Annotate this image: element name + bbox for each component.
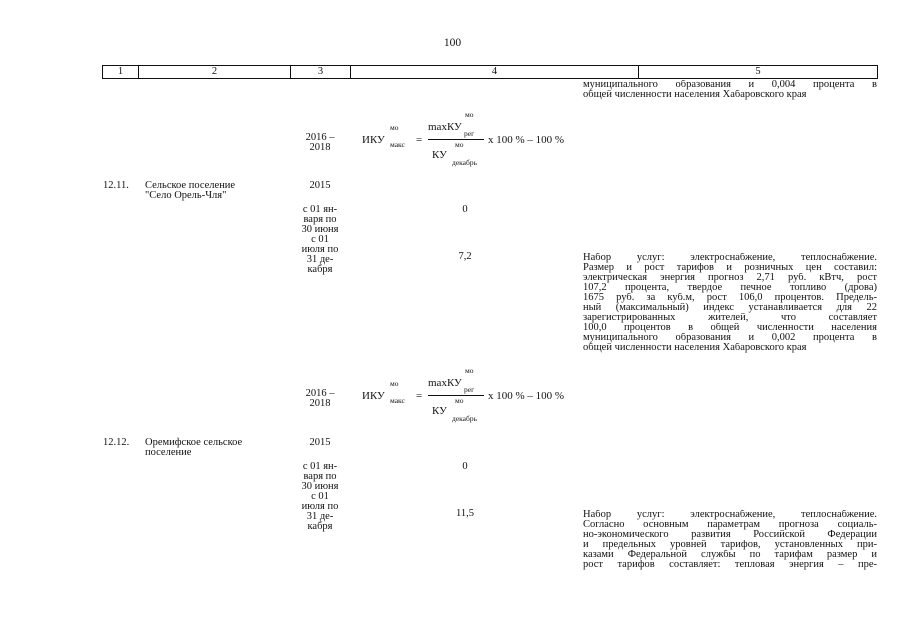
text-line: 107,2 процента, твердое печное топливо (дрова): [583, 283, 877, 293]
formula-reg-subscript: рег: [464, 129, 475, 138]
period-2016-2018: [290, 389, 350, 409]
row-year: 2015: [309, 437, 331, 448]
period-line: кабря: [307, 521, 333, 532]
continuation-text: [583, 80, 877, 100]
table-header-row: [102, 65, 878, 79]
row-period-1: [290, 462, 350, 492]
row-name-line: поселение: [145, 447, 192, 458]
period-line: 30 июня: [301, 481, 339, 492]
row-number: 12.11.: [103, 180, 129, 191]
text-line: муниципального образования и 0,002 процента в: [583, 333, 877, 343]
text-line: Размер и рост тарифов и розничных цен составил:: [583, 263, 877, 273]
formula-mo-superscript: мо: [455, 140, 464, 149]
row-description: [583, 253, 877, 353]
text-line: и предельных уровней тарифов, установленных при-: [583, 540, 877, 550]
row-value-1: 0: [462, 461, 468, 472]
formula-tail: х 100 % – 100 %: [488, 390, 565, 402]
period-line: 30 июня: [301, 224, 339, 235]
text-line: общей численности населения Хабаровского края: [583, 343, 807, 353]
period-line: с 01: [311, 491, 329, 502]
row-name: [145, 181, 235, 201]
period-line: варя по: [303, 214, 337, 225]
iku-formula: [360, 366, 590, 426]
header-col-3: 3: [291, 66, 351, 78]
period-line: варя по: [303, 471, 337, 482]
row-period-2: [290, 235, 350, 275]
row-value-1: 0: [462, 204, 468, 215]
period-line: с 01: [311, 234, 329, 245]
formula-iku: ИКУ: [362, 390, 385, 402]
text-line: зарегистрированных жителей, что составляет: [583, 313, 877, 323]
text-line: казами Федеральной службы по тарифам размер и: [583, 550, 877, 560]
period-line: 31 де-: [306, 511, 334, 522]
header-col-1: 1: [103, 66, 139, 78]
text-line: Набор услуг: электроснабжение, теплоснабжение.: [583, 253, 877, 263]
formula-mo-superscript: мо: [465, 110, 474, 119]
formula-mo-superscript: мо: [390, 379, 399, 388]
text-line: Набор услуг: электроснабжение, теплоснабжение.: [583, 510, 877, 520]
period-line: июля по: [301, 244, 339, 255]
formula-reg-subscript: рег: [464, 385, 475, 394]
period-line: 2016 –: [305, 132, 335, 143]
row-name-line: Сельское поселение: [145, 180, 236, 191]
formula-tail: х 100 % – 100 %: [488, 134, 565, 146]
text-line: но-экономического развития Российской Федерации: [583, 530, 877, 540]
formula-equals: =: [416, 134, 423, 146]
period-line: 2018: [309, 142, 331, 153]
row-period-1: [290, 205, 350, 235]
row-description: [583, 510, 877, 570]
formula-ku: КУ: [432, 405, 447, 417]
row-year: 2015: [309, 180, 331, 191]
row-value-2: 11,5: [456, 508, 474, 519]
formula-maks-subscript: макс: [390, 396, 405, 405]
row-name: [145, 438, 242, 458]
text-line: электрическая энергия прогноз 2,71 руб. кВтч, рост: [583, 273, 877, 283]
row-name-line: Оремифское сельское: [145, 437, 243, 448]
formula-max-ku: maxКУ: [428, 377, 462, 389]
row-value-2: 7,2: [458, 251, 472, 262]
text-line: ный (максимальный) индекс устанавливается для 22: [583, 303, 877, 313]
text-line: муниципального образования и 0,004 процента в: [583, 80, 877, 90]
period-line: 31 де-: [306, 254, 334, 265]
period-line: с 01 ян-: [302, 204, 338, 215]
iku-formula: [360, 110, 590, 170]
header-col-4: 4: [351, 66, 639, 78]
formula-mo-superscript: мо: [390, 123, 399, 132]
formula-iku: ИКУ: [362, 134, 385, 146]
period-line: кабря: [307, 264, 333, 275]
text-line: рост тарифов составляет: тепловая энергия – пре-: [583, 560, 877, 570]
text-line: Согласно основным параметрам прогноза социаль-: [583, 520, 877, 530]
formula-max-ku: maxКУ: [428, 121, 462, 133]
period-2016-2018: [290, 133, 350, 153]
row-period-2: [290, 492, 350, 532]
row-number: 12.12.: [103, 437, 130, 448]
period-line: июля по: [301, 501, 339, 512]
period-line: 2016 –: [305, 388, 335, 399]
page-number: 100: [443, 37, 462, 49]
text-line: общей численности населения Хабаровского края: [583, 90, 807, 100]
row-name-line: "Село Орель-Чля": [145, 190, 227, 201]
header-col-2: 2: [139, 66, 291, 78]
period-line: 2018: [309, 398, 331, 409]
header-col-5: 5: [755, 66, 761, 77]
formula-mo-superscript: мо: [465, 366, 474, 375]
period-line: с 01 ян-: [302, 461, 338, 472]
formula-maks-subscript: макс: [390, 140, 405, 149]
text-line: 100,0 процентов в общей численности населения: [583, 323, 877, 333]
formula-dekabr-subscript: декабрь: [452, 414, 477, 423]
formula-dekabr-subscript: декабрь: [452, 158, 477, 167]
formula-mo-superscript: мо: [455, 396, 464, 405]
formula-equals: =: [416, 390, 423, 402]
formula-ku: КУ: [432, 149, 447, 161]
text-line: 1675 руб. за куб.м, рост 106,0 процентов. Предель-: [583, 293, 877, 303]
